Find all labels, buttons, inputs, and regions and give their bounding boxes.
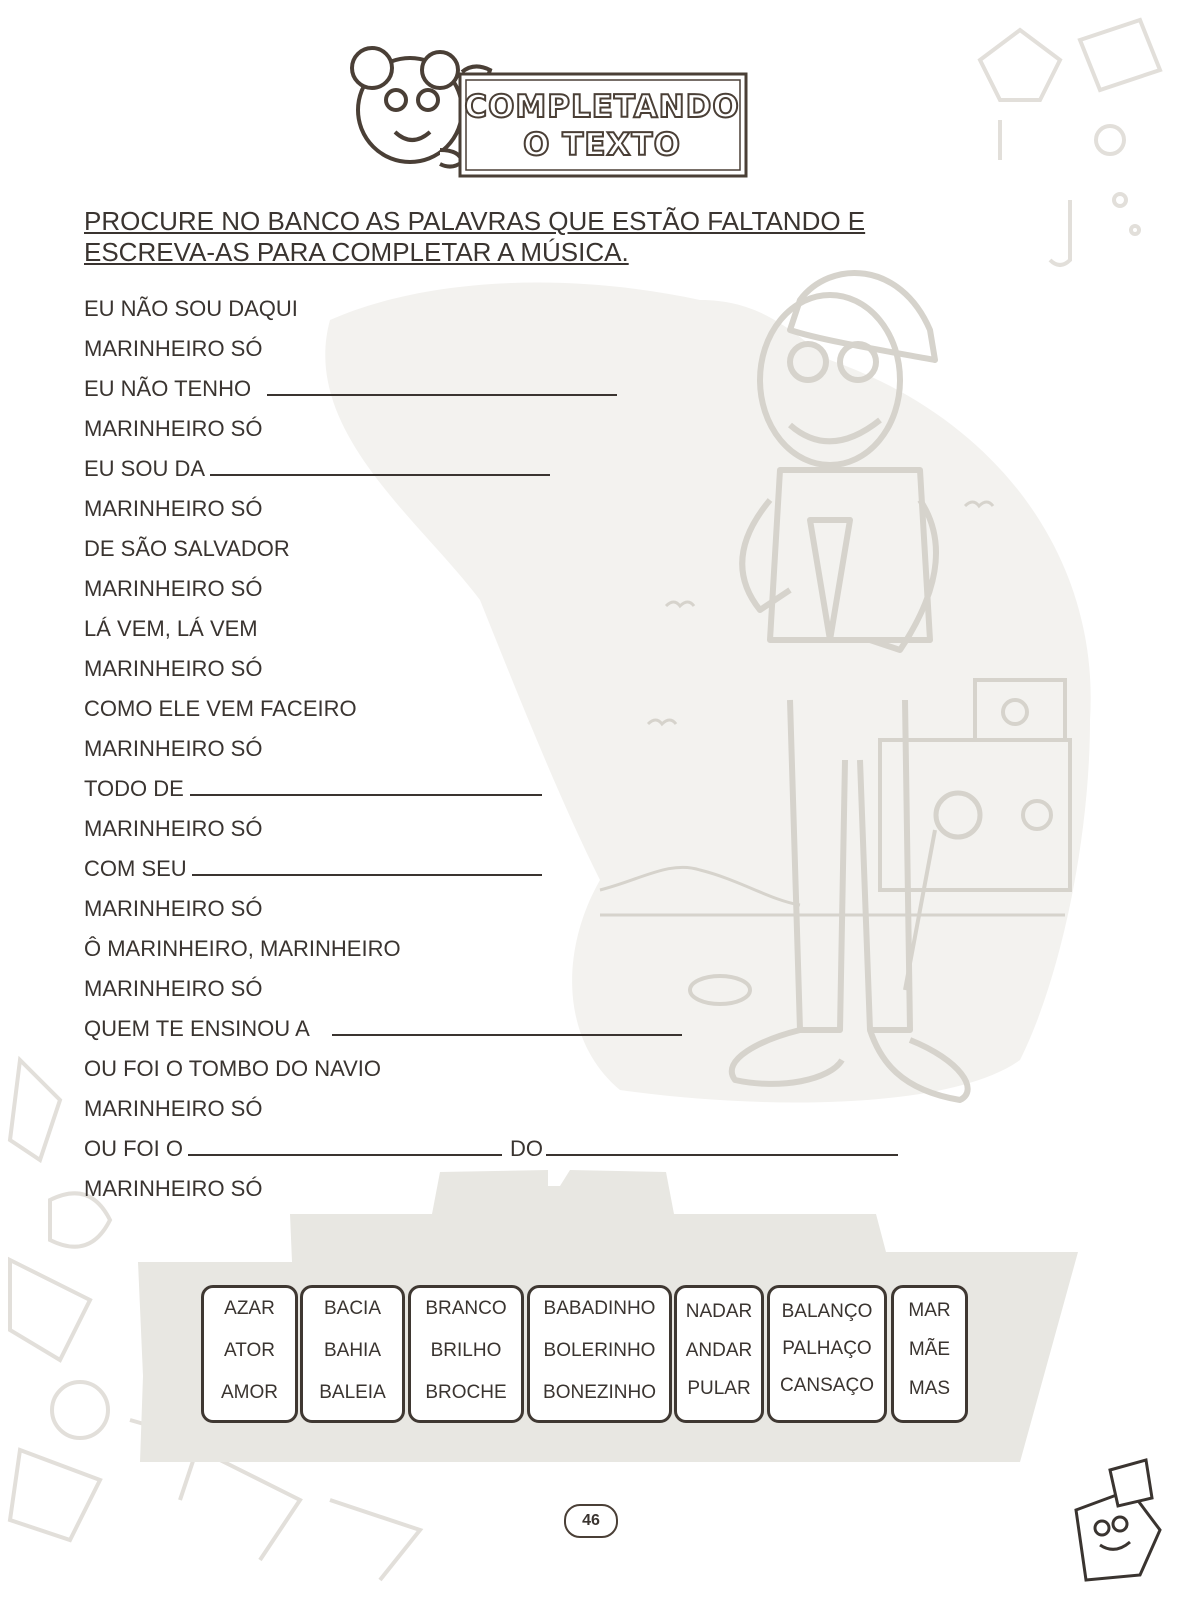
bank-word: MAS	[908, 1378, 951, 1399]
answer-blank[interactable]	[192, 874, 542, 876]
lyric-line: MARINHEIRO SÓ	[84, 656, 263, 681]
bank-word: BACIA	[323, 1298, 382, 1319]
answer-blank[interactable]	[210, 474, 550, 476]
lyric-line: DE SÃO SALVADOR	[84, 536, 290, 561]
word-bank-box	[767, 1285, 887, 1423]
lyric-line: MARINHEIRO SÓ	[84, 816, 263, 841]
instructions-line-1: PROCURE NO BANCO AS PALAVRAS QUE ESTÃO FALTANDO E	[84, 206, 866, 236]
word-bank-box	[300, 1285, 405, 1423]
page-title	[462, 88, 742, 164]
bank-word: BRANCO	[425, 1298, 507, 1319]
lyric-line: MARINHEIRO SÓ	[84, 1096, 263, 1121]
bank-word: PALHAÇO	[782, 1338, 872, 1359]
lyric-line: MARINHEIRO SÓ	[84, 336, 263, 361]
answer-blank[interactable]	[190, 794, 542, 796]
bank-word: ANDAR	[685, 1340, 753, 1361]
word-bank-box	[408, 1285, 524, 1423]
lyric-line: MARINHEIRO SÓ	[84, 736, 263, 761]
bank-word: BONEZINHO	[543, 1382, 656, 1403]
lyric-line: MARINHEIRO SÓ	[84, 1176, 263, 1201]
bank-word: AMOR	[221, 1382, 278, 1403]
bank-word: MÃE	[908, 1339, 951, 1360]
instructions	[84, 206, 944, 268]
printer-icon	[1076, 1460, 1160, 1580]
lyric-line: MARINHEIRO SÓ	[84, 576, 263, 601]
bank-word: CANSAÇO	[780, 1375, 874, 1396]
word-bank-box	[674, 1285, 764, 1423]
lyric-line: COMO ELE VEM FACEIRO	[84, 696, 357, 721]
bank-word: BOLERINHO	[543, 1340, 656, 1361]
lyric-line: MARINHEIRO SÓ	[84, 416, 263, 441]
lyric-line: EU NÃO TENHO	[84, 376, 252, 401]
word-bank-box	[891, 1285, 968, 1423]
lyric-line: EU SOU DA	[84, 456, 206, 481]
answer-blank[interactable]	[267, 394, 617, 396]
bank-word: BABADINHO	[543, 1298, 656, 1319]
lyric-line: QUEM TE ENSINOU A	[84, 1016, 310, 1041]
page-number: 46	[564, 1504, 618, 1538]
lyric-line: COM SEU	[84, 856, 187, 881]
word-bank-box	[201, 1285, 298, 1423]
answer-blank[interactable]	[546, 1154, 898, 1156]
bank-word: BROCHE	[425, 1382, 507, 1403]
bank-word: ATOR	[223, 1340, 276, 1361]
corner-doodles-top-right	[980, 20, 1160, 265]
title-line-1: COMPLETANDO	[464, 89, 740, 125]
answer-blank[interactable]	[332, 1034, 682, 1036]
word-bank-box	[527, 1285, 672, 1423]
bank-word: MAR	[908, 1300, 951, 1321]
title-line-2: O TEXTO	[523, 127, 681, 163]
bank-word: AZAR	[224, 1298, 275, 1319]
lyric-line: MARINHEIRO SÓ	[84, 976, 263, 1001]
bank-word: BAHIA	[323, 1340, 382, 1361]
bank-word: PULAR	[687, 1378, 751, 1399]
lyric-line: MARINHEIRO SÓ	[84, 896, 263, 921]
instructions-line-2: ESCREVA-AS PARA COMPLETAR A MÚSICA.	[84, 237, 629, 267]
lyric-line: OU FOI O TOMBO DO NAVIO	[84, 1056, 382, 1081]
lyric-line: LÁ VEM, LÁ VEM	[84, 616, 258, 641]
lyric-line: OU FOI O	[84, 1136, 183, 1161]
bank-word: BALANÇO	[781, 1301, 873, 1322]
lyric-line: EU NÃO SOU DAQUI	[84, 296, 298, 321]
lyric-line: TODO DE	[84, 776, 184, 801]
bank-word: BRILHO	[430, 1340, 502, 1361]
answer-blank[interactable]	[188, 1154, 502, 1156]
bank-word: BALEIA	[319, 1382, 386, 1403]
lyric-line: Ô MARINHEIRO, MARINHEIRO	[84, 936, 401, 961]
lyric-line: MARINHEIRO SÓ	[84, 496, 263, 521]
lyric-connector: DO	[510, 1136, 543, 1161]
bank-word: NADAR	[685, 1301, 753, 1322]
